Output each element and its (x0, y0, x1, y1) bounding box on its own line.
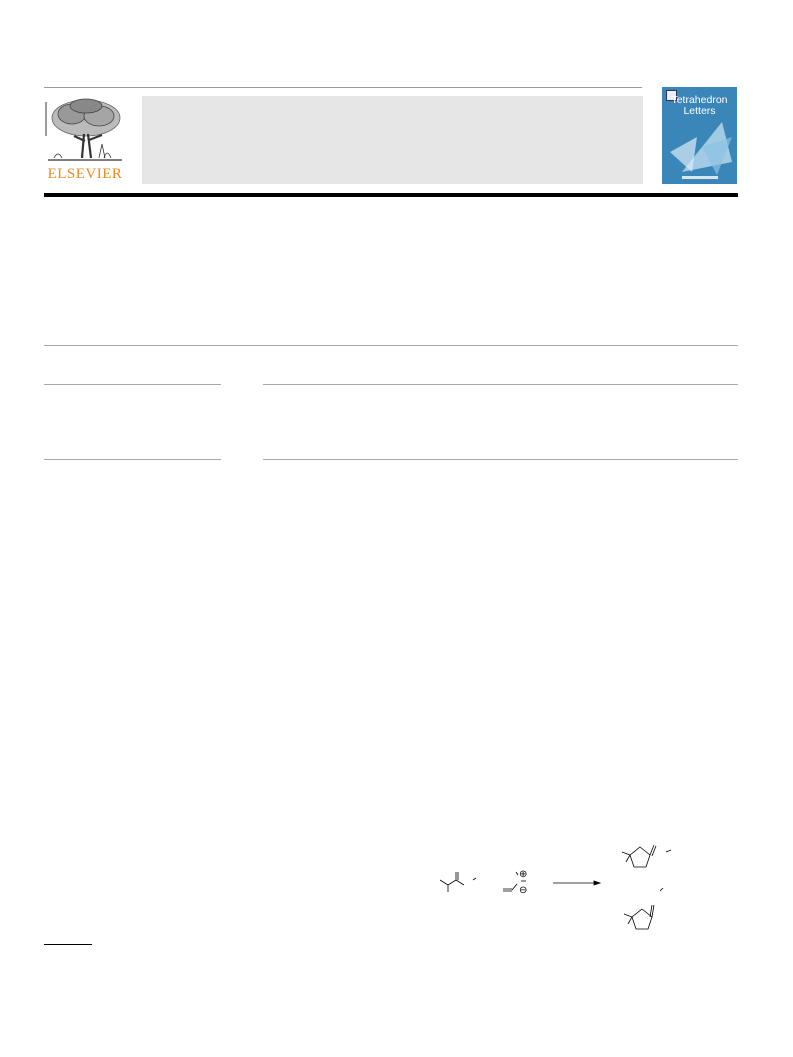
negative-charge-icon: ⊖ (519, 885, 528, 896)
publisher-name: ELSEVIER (47, 166, 123, 182)
cover-art-icon (662, 117, 737, 177)
header-thick-rule (44, 193, 738, 197)
journal-cover[interactable] (662, 87, 737, 184)
reaction-scheme (430, 835, 690, 935)
positive-charge-icon: ⊕ (519, 869, 528, 880)
cover-title-line1: Tetrahedron (671, 94, 728, 106)
footnote-rule (44, 944, 92, 945)
reaction-scheme-drawing (430, 835, 690, 935)
abstract-bottom-rule (263, 459, 738, 460)
cover-editor-strip (682, 176, 718, 179)
header-top-rule (44, 87, 642, 88)
article-info-top-rule (44, 384, 221, 385)
journal-banner (142, 96, 643, 184)
tree-illustration-icon (44, 96, 126, 166)
title-separator-rule (44, 345, 738, 346)
abstract-top-rule (263, 384, 738, 385)
article-info-bottom-rule (44, 459, 221, 460)
cover-title-line2: Letters (683, 105, 716, 117)
cover-title (662, 95, 737, 117)
